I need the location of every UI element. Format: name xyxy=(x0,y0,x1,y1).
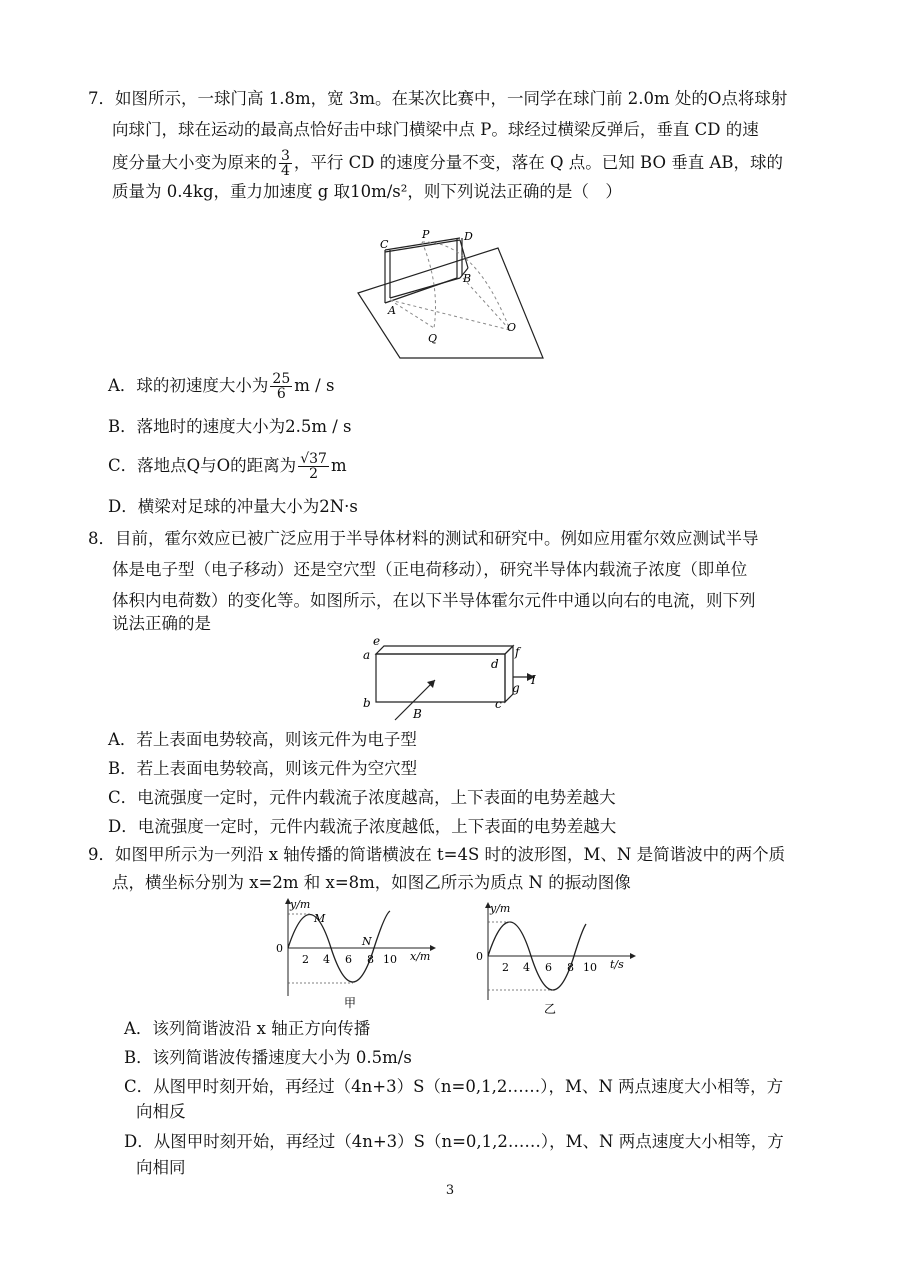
tick-jia-0: 0 xyxy=(276,942,283,955)
q9-option-c-line-2: 向相反 xyxy=(136,1102,186,1121)
q8-line-3: 体积内电荷数）的变化等。如图所示，在以下半导体霍尔元件中通以向右的电流，则下列 xyxy=(112,591,756,610)
front-face xyxy=(376,654,505,702)
q7-line-1: 7．如图所示，一球门高 1.8m，宽 3m。在某次比赛中，一同学在球门前 2.0m 处的O点将球射 xyxy=(88,89,788,108)
tick-jia-8: 8 xyxy=(367,953,374,966)
ylabel-yi: y/m xyxy=(490,902,511,915)
tick-yi-4: 4 xyxy=(523,961,530,974)
xlabel-jia: x/m xyxy=(410,950,431,963)
page-number: 3 xyxy=(445,1183,455,1198)
fraction-25-6: $\frac{25}{6}$ xyxy=(272,371,291,402)
q8-option-b: B．若上表面电势较高，则该元件为空穴型 xyxy=(108,759,418,778)
tick-jia-6: 6 xyxy=(345,953,352,966)
label-b: b xyxy=(363,696,371,710)
q8-option-a: A．若上表面电势较高，则该元件为电子型 xyxy=(108,730,417,749)
q7-line-2: 向球门，球在运动的最高点恰好击中球门横梁中点 P。球经过横梁反弹后，垂直 CD 的速 xyxy=(112,120,759,139)
label-I: I xyxy=(531,673,536,687)
label-d: d xyxy=(491,657,499,671)
label-P: P xyxy=(422,230,430,241)
label-D: D xyxy=(464,230,473,243)
label-C: C xyxy=(380,238,389,251)
tick-yi-2: 2 xyxy=(502,961,509,974)
label-O: O xyxy=(507,321,517,334)
label-Q: Q xyxy=(428,332,438,345)
label-g: g xyxy=(512,681,520,695)
xlabel-yi: t/s xyxy=(610,958,624,971)
vibration-graph-yi xyxy=(470,900,640,1020)
label-a: a xyxy=(363,648,371,662)
q8-line-4: 说法正确的是 xyxy=(112,614,211,633)
q9-line-1: 9．如图甲所示为一列沿 x 轴传播的简谐横波在 t=4S 时的波形图，M、N 是简谐波中的两个质 xyxy=(88,845,786,864)
q9-option-d-line-2: 向相同 xyxy=(136,1158,186,1177)
q8-option-d: D．电流强度一定时，元件内载流子浓度越低，上下表面的电势差越大 xyxy=(108,817,617,836)
tick-yi-0: 0 xyxy=(476,950,483,963)
ylabel-jia: y/m xyxy=(290,898,311,911)
q7-line-4: 质量为 0.4kg，重力加速度 g 取10m/s²，则下列说法正确的是（ ） xyxy=(112,182,622,201)
wave-graph-jia xyxy=(270,896,440,1016)
q9-option-b: B．该列简谐波传播速度大小为 0.5m/s xyxy=(124,1048,412,1067)
tick-jia-2: 2 xyxy=(302,953,309,966)
fraction-sqrt37-2: $\frac{√37}{2}$ xyxy=(300,451,327,482)
label-f: f xyxy=(515,645,520,659)
tick-yi-6: 6 xyxy=(545,961,552,974)
q7-line-3b: ，平行 CD 的速度分量不变，落在 Q 点。已知 BO 垂直 AB，球的 xyxy=(293,153,784,172)
q8-line-2: 体是电子型（电子移动）还是空穴型（正电荷移动），研究半导体内载流子浓度（即单位 xyxy=(112,560,748,579)
q9-line-2: 点，横坐标分别为 x=2m 和 x=8m，如图乙所示为质点 N 的振动图像 xyxy=(112,873,631,892)
q7-option-b: B．落地时的速度大小为2.5m / s xyxy=(108,417,352,436)
label-B: B xyxy=(463,272,472,285)
tick-yi-8: 8 xyxy=(567,961,574,974)
q9-option-c-line-1: C．从图甲时刻开始，再经过（4n+3）S（n=0,1,2……），M、N 两点速度大小相等，方 xyxy=(124,1077,784,1096)
label-e: e xyxy=(373,634,381,648)
q9-option-d-line-1: D．从图甲时刻开始，再经过（4n+3）S（n=0,1,2……），M、N 两点速度大小相等，方 xyxy=(124,1132,784,1151)
q7-option-a: A．球的初速度大小为 $\frac{25}{6}$ m / s xyxy=(108,371,335,402)
tick-jia-4: 4 xyxy=(323,953,330,966)
q7-option-d: D．横梁对足球的冲量大小为2N·s xyxy=(108,497,358,516)
q7-line-3 xyxy=(112,149,783,178)
fraction-three-quarters: $\frac{3}{4}$ xyxy=(281,148,290,179)
label-B-field: B xyxy=(413,707,422,721)
hall-element-diagram xyxy=(355,632,555,724)
label-A: A xyxy=(388,304,396,317)
label-c: c xyxy=(495,697,502,711)
wave-curve-jia xyxy=(288,911,390,982)
tick-jia-10: 10 xyxy=(383,953,397,966)
q7-line-3a: 度分量大小变为原来的 xyxy=(112,153,277,172)
q8-line-1: 8．目前，霍尔效应已被广泛应用于半导体材料的测试和研究中。例如应用霍尔效应测试半导 xyxy=(88,529,759,548)
caption-jia: 甲 xyxy=(344,996,357,1010)
tick-yi-10: 10 xyxy=(583,961,597,974)
label-N: N xyxy=(362,935,372,948)
q7-option-c: C．落地点Q与O的距离为 $\frac{√37}{2}$ m xyxy=(108,451,347,482)
q8-option-c: C．电流强度一定时，元件内载流子浓度越高，上下表面的电势差越大 xyxy=(108,788,616,807)
caption-yi: 乙 xyxy=(544,1002,557,1016)
q9-option-a: A．该列简谐波沿 x 轴正方向传播 xyxy=(124,1019,371,1038)
label-M: M xyxy=(314,912,326,925)
goal-diagram xyxy=(350,230,550,370)
